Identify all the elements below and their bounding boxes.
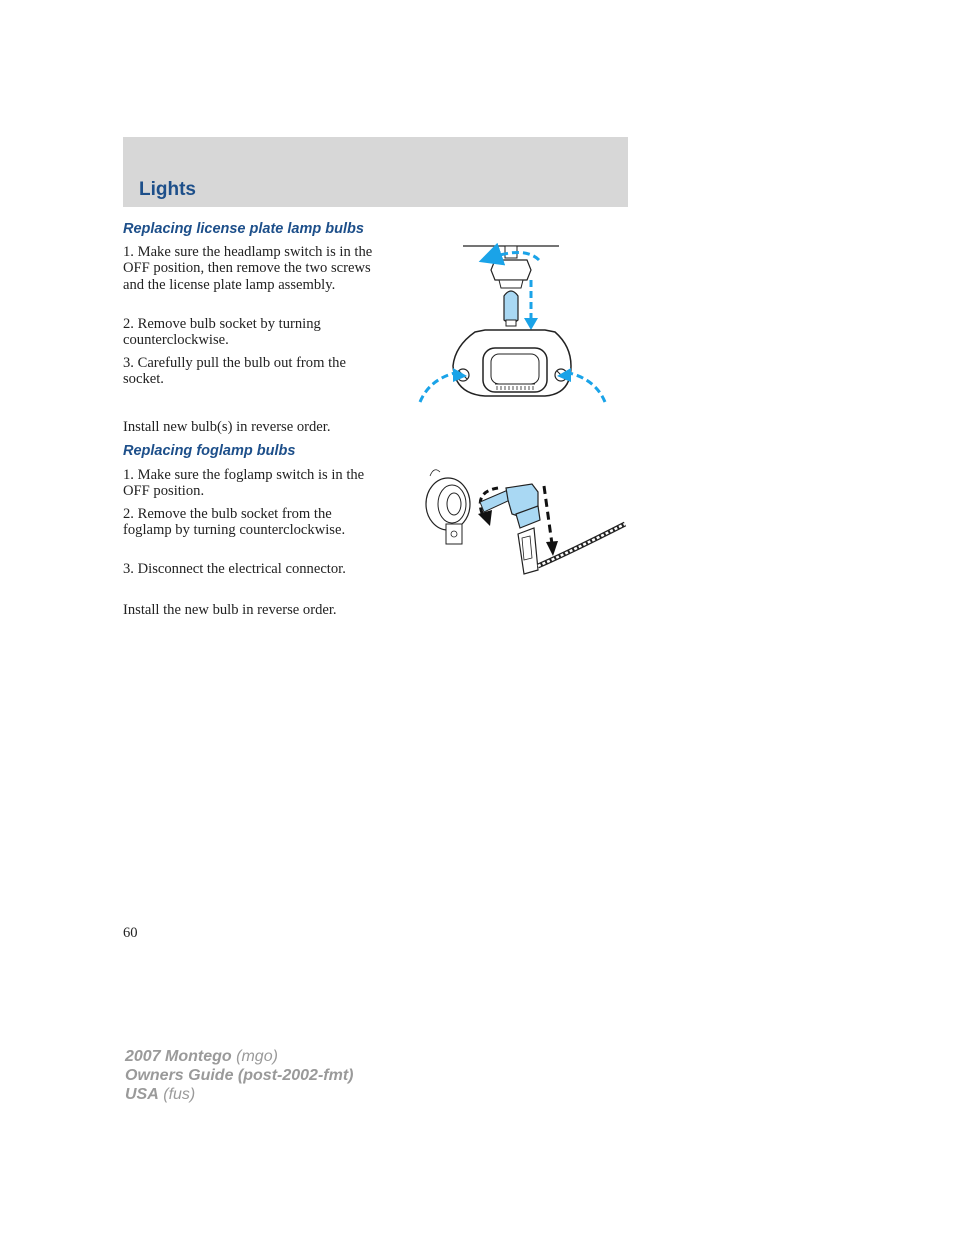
- section-title: Lights: [139, 179, 196, 200]
- license-install-note: Install new bulb(s) in reverse order.: [123, 419, 331, 435]
- license-plate-heading: Replacing license plate lamp bulbs: [123, 221, 364, 237]
- foglamp-step-1: 1. Make sure the foglamp switch is in the OFF position.: [123, 467, 365, 500]
- footer-model: 2007 Montego: [125, 1048, 232, 1065]
- footer-model-code: (mgo): [236, 1048, 278, 1065]
- foglamp-step-2: 2. Remove the bulb socket from the foglamp by turning counterclockwise.: [123, 506, 346, 539]
- foglamp-bulb-illustration: [420, 462, 630, 587]
- foglamp-heading: Replacing foglamp bulbs: [123, 443, 296, 459]
- document-footer: [125, 1047, 353, 1104]
- footer-line-guide: [125, 1066, 353, 1085]
- page-number: 60: [123, 925, 138, 941]
- foglamp-step-3: 3. Disconnect the electrical connector.: [123, 561, 346, 577]
- license-step-3: 3. Carefully pull the bulb out from the socket.: [123, 355, 346, 388]
- section-header-band: [123, 137, 628, 207]
- license-step-2: 2. Remove bulb socket by turning counterclockwise.: [123, 316, 321, 349]
- footer-line-model: [125, 1047, 353, 1066]
- footer-market: USA: [125, 1086, 159, 1103]
- footer-guide: Owners Guide (post-2002-fmt): [125, 1067, 354, 1084]
- license-plate-lamp-illustration: [415, 240, 615, 405]
- footer-market-code: (fus): [163, 1086, 196, 1103]
- footer-line-market: [125, 1085, 353, 1104]
- license-step-1: 1. Make sure the headlamp switch is in the OFF position, then remove the two screws and the license plate lamp assembly.: [123, 244, 373, 293]
- foglamp-install-note: Install the new bulb in reverse order.: [123, 602, 337, 618]
